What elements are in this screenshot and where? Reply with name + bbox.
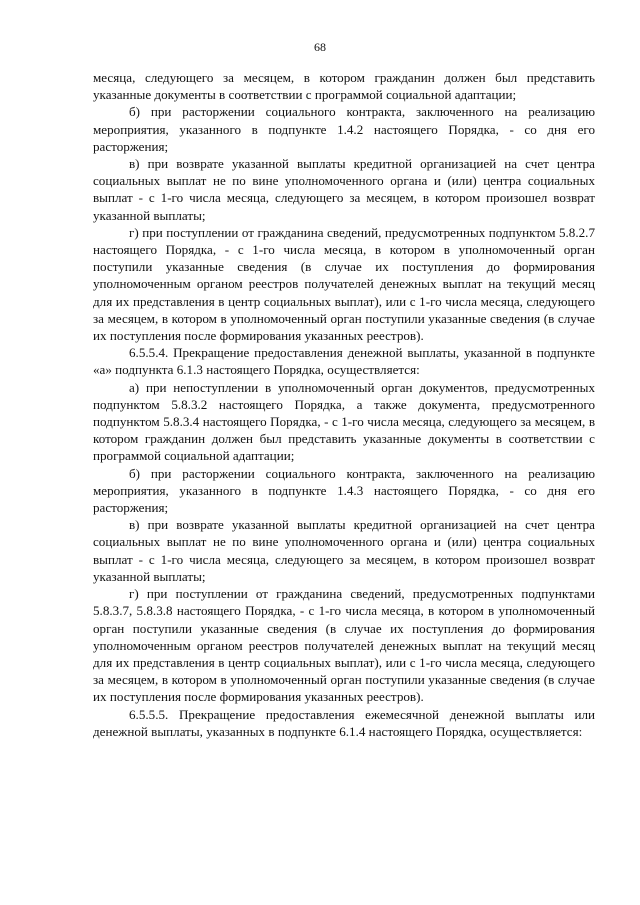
page-number: 68 <box>314 40 326 54</box>
paragraph-section-6-5-5-4: 6.5.5.4. Прекращение предоставления денежной выплаты, указанной в подпункте «а» подпункта 6.1.3 настоящего Порядка, осуществляется: <box>93 345 595 378</box>
paragraph-item-v: в) при возврате указанной выплаты кредитной организацией на счет центра социальных выплат не по вине уполномоченного органа и (или) центра социальных выплат - с 1-го числа месяца, следующего за месяцем, в котором произошел возврат указанной выплаты; <box>93 156 595 223</box>
paragraph-item-g: г) при поступлении от гражданина сведений, предусмотренных подпунктом 5.8.2.7 настоящего Порядка, - с 1-го числа месяца, в котором в уполномоченный орган поступили указанные сведения (в случае их поступления до формирования уполномоченным органом реестров получателей денежных выплат на текущий месяц для их представления в центр социальных выплат), или с 1-го числа месяца, следующего за месяцем, в котором в уполномоченный орган поступили указанные сведения (в случае их поступления после формирования указанных реестров). <box>93 224 595 344</box>
paragraph-item-b: б) при расторжении социального контракта, заключенного на реализацию мероприятия, указанного в подпункте 1.4.2 настоящего Порядка, - со дня его расторжения; <box>93 104 595 154</box>
paragraph-item-g-2: г) при поступлении от гражданина сведений, предусмотренных подпунктами 5.8.3.7, 5.8.3.8 настоящего Порядка, - с 1-го числа месяца, в котором в уполномоченный орган поступили указанные сведения (в случае их поступления до формирования уполномоченным органом реестров получателей денежных выплат на текущий месяц для их представления в центр социальных выплат), или с 1-го числа месяца, следующего за месяцем, в котором в уполномоченный орган поступили указанные сведения (в случае их поступления после формирования указанных реестров). <box>93 586 595 705</box>
paragraph-section-6-5-5-5: 6.5.5.5. Прекращение предоставления ежемесячной денежной выплаты или денежной выплаты, указанных в подпункте 6.1.4 настоящего Порядка, осуществляется: <box>93 706 595 739</box>
paragraph-continuation: месяца, следующего за месяцем, в котором гражданин должен был представить указанные документы в соответствии с программой социальной адаптации; <box>93 70 595 103</box>
paragraph-item-v-2: в) при возврате указанной выплаты кредитной организацией на счет центра социальных выплат не по вине уполномоченного органа и (или) центра социальных выплат - с 1-го числа месяца, следующего за месяцем, в котором произошел возврат указанной выплаты; <box>93 517 595 584</box>
document-body <box>93 69 595 740</box>
paragraph-item-a: а) при непоступлении в уполномоченный орган документов, предусмотренных подпунктом 5.8.3.2 настоящего Порядка, а также документа, предусмотренного подпунктом 5.8.3.4 настоящего Порядка, - с 1-го числа месяца, следующего за месяцем, в котором гражданин должен был представить указанные документы в соответствии с программой социальной адаптации; <box>93 379 595 464</box>
paragraph-item-b-2: б) при расторжении социального контракта, заключенного на реализацию мероприятия, указанного в подпункте 1.4.3 настоящего Порядка, - со дня его расторжения; <box>93 465 595 516</box>
